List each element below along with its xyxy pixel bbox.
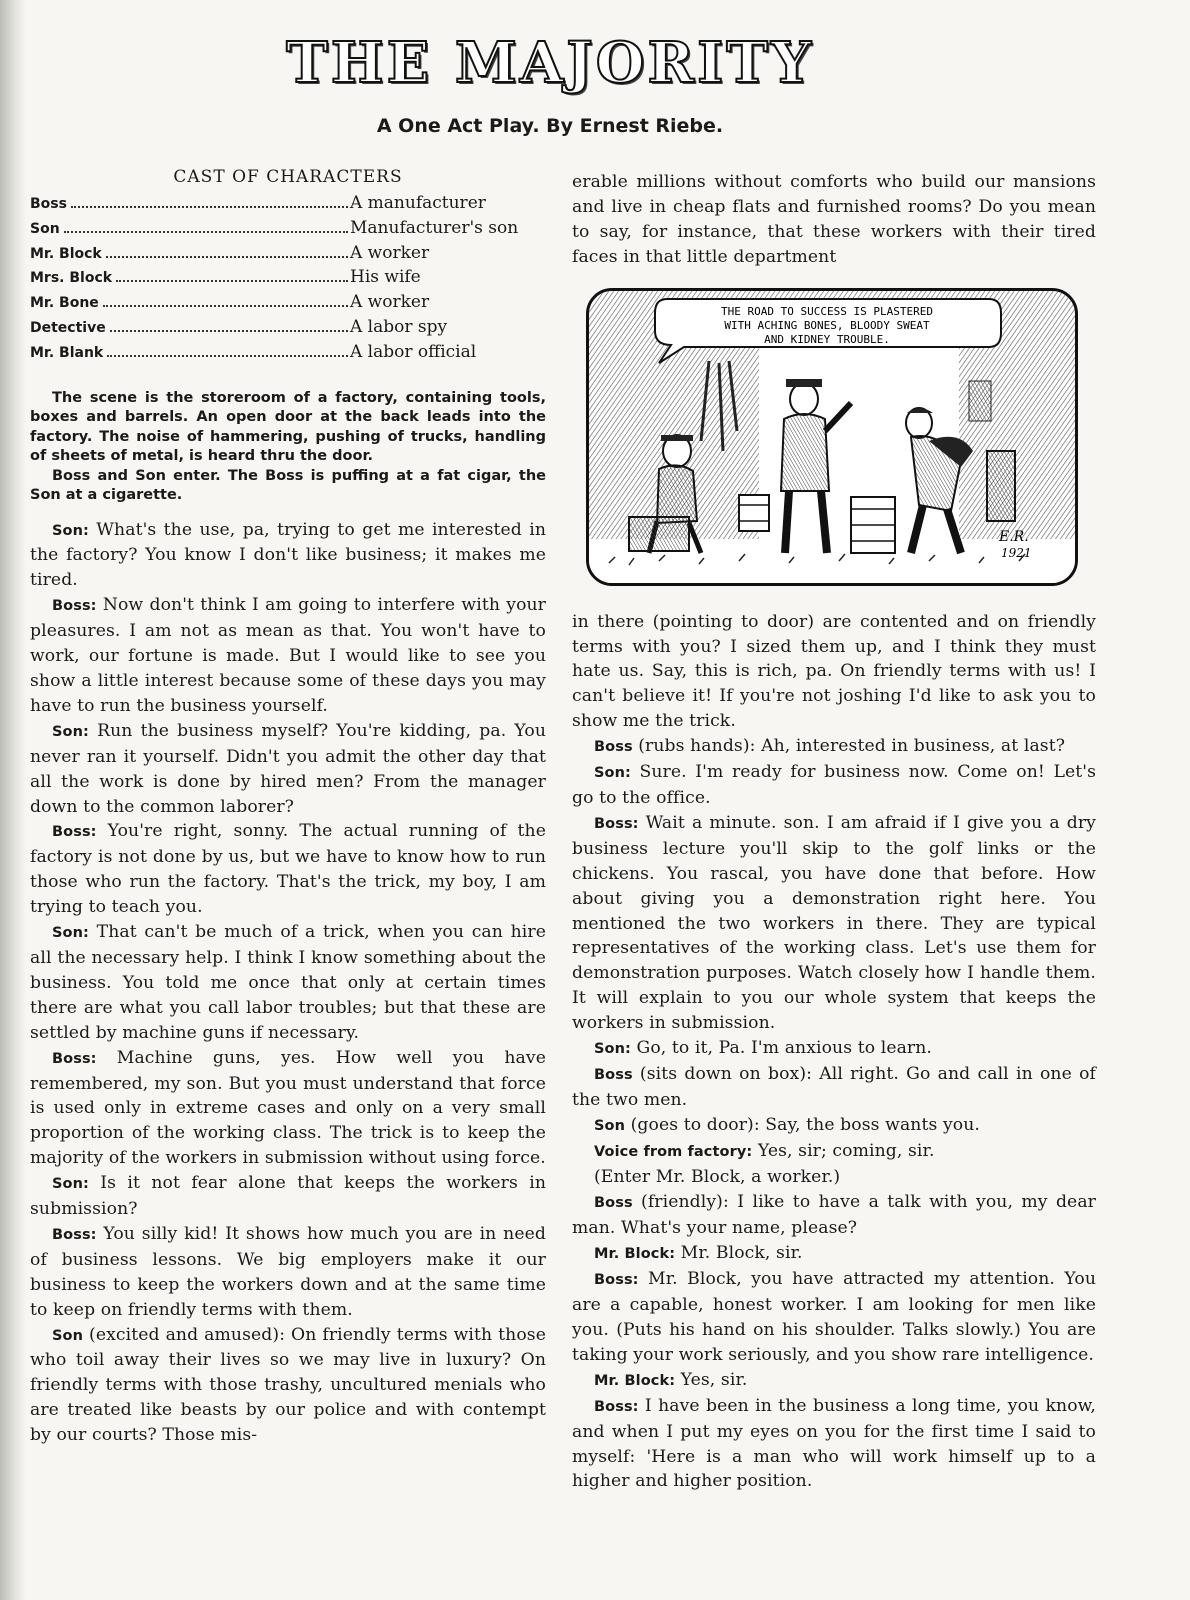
dialog-text: (friendly): I like to have a talk with you, my dear man. What's your name, please? [572,1192,1096,1239]
cast-name: Detective [30,319,106,336]
caption-line: WITH ACHING BONES, BLOODY SWEAT [724,318,930,332]
artist-signature: E.R. [999,528,1029,545]
cast-role: A manufacturer [350,193,486,213]
dialog-line [30,819,546,920]
speaker-label: Son: [594,765,631,782]
dialog-text: Now don't think I am going to interfere with your pleasures. I am not as mean as that. You won't have to work, our fortune is made. But I would like to see you show a little interest because some of these days you may have to run the business yourself. [30,595,546,716]
cast-role: A worker [350,292,430,313]
dialog-text: That can't be much of a trick, when you can hire all the necessary help. I think I know something about the business. You told me once that only at certain times there are what you call labor troubles; but that these are settled by machine guns if necessary. [30,922,546,1043]
barrel [739,495,769,531]
speaker-label: Boss [594,739,633,756]
dialog-line [572,1062,1096,1113]
cast-role: A labor official [350,341,477,362]
dialog-text: Machine guns, yes. How well you have remembered, my son. But you must understand that force is used only in extreme cases and only on a very small proportion of the working class. The trick is to keep the majority of the workers in submission without using force. [30,1047,546,1169]
dialog-text: What's the use, pa, trying to get me interested in the factory? You know I don't like business; it makes me tired. [30,519,546,591]
dialog-text: Mr. Block, you have attracted my attention. You are a capable, honest worker. I am looking for men like you. (Puts his hand on his shoulder. Talks slowly.) You are taking your work seriously, and you show rare intelligence. [572,1269,1096,1365]
dialog-line [572,760,1096,811]
cast-row [30,193,546,218]
cast-row [30,292,546,317]
dialog-line [30,920,546,1046]
speaker-label: Boss: [52,598,97,615]
hanging-tool-rack [969,381,991,421]
dot-leader [106,255,348,258]
dialog-line [572,1241,1096,1267]
right-dialog [572,734,1096,1494]
dialog-text: (rubs hands): Ah, interested in business, at last? [632,736,1066,757]
dialog-text: You silly kid! It shows how much you are in need of business lessons. We big employers make it our business to keep the workers down and at the same time to keep on friendly terms with them. [30,1223,546,1320]
barrel [987,451,1015,521]
speaker-label: Voice from factory: [594,1143,753,1160]
cast-row [30,218,546,243]
dot-leader [110,329,348,332]
speaker-label: Son: [52,522,89,539]
left-dialog [30,518,546,1449]
caption-line: THE ROAD TO SUCCESS IS PLASTERED [721,304,933,318]
stage-direction [572,1165,1096,1191]
dialog-line [30,518,546,594]
dialog-line [572,1036,1096,1062]
dialog-line [572,811,1096,1036]
cast-list [30,193,546,367]
dialog-line [572,1368,1096,1394]
dot-leader [116,279,348,282]
speaker-label: Boss: [52,1050,97,1067]
dialog-line [30,1171,546,1222]
cartoon-illustration [586,288,1078,586]
continued-text: erable millions without comforts who build our mansions and live in cheap flats and furnished rooms? Do you mean to say, for instance, that these workers with their tired faces in that little department [572,172,1096,267]
dialog-line [30,719,546,820]
left-column [30,167,546,1448]
artist-year: 1921 [1001,545,1032,560]
play-title: THE MAJORITY [286,30,814,96]
dialog-line [30,593,546,719]
dialog-text: You're right, sonny. The actual running of the factory is not done by us, but we have to know how to run those who run the factory. That's the trick, my boy, I am trying to teach you. [30,821,546,918]
cast-name: Mr. Block [30,245,102,262]
dialog-text: I have been in the business a long time, you know, and when I put my eyes on you for the first time I said to myself: 'Here is a man who will work himself up to a higher and higher position. [572,1395,1096,1492]
dot-leader [103,304,348,307]
page-edge-shadow [0,0,26,1600]
speaker-label: Son: [594,1041,631,1058]
speaker-label: Son [52,1327,84,1344]
dialog-text: (sits down on box): All right. Go and call in one of the two men. [572,1063,1096,1110]
dialog-line [572,1113,1096,1139]
speaker-label: Boss: [52,824,97,841]
speaker-label: Mr. Block: [594,1372,676,1389]
speaker-label: Son [594,1117,626,1134]
speaker-label: Son: [52,925,89,942]
dialog-text: (goes to door): Say, the boss wants you. [625,1114,980,1135]
speaker-label: Boss [594,1066,633,1083]
dialog-text: Wait a minute. son. I am afraid if I give you a dry business lecture you'll skip to the golf links or the chickens. You rascal, you have done that before. How about giving you a demonstration right here. You mentioned the two workers in there. They are typical representatives of the working class. Let's use them for demonstration purposes. Watch closely how I handle them. It will explain to you our whole system that keeps the workers in submission. [572,812,1096,1034]
dialog-text: Yes, sir. [675,1369,748,1390]
cast-role: A worker [350,242,430,263]
speaker-label: Son: [52,1176,89,1193]
right-column [572,170,1096,1494]
speaker-label: Boss [594,1195,633,1212]
dialog-line [572,734,1096,760]
dialog-text: Mr. Block, sir. [675,1243,803,1264]
dialog-text: Run the business myself? You're kidding, pa. You never ran it yourself. Didn't you admit the other day that all the work is done by hired men? From the manager down to the common laborer? [30,720,546,817]
cast-role: A labor spy [350,316,448,337]
dialog-text: Is it not fear alone that keeps the workers in submission? [30,1173,546,1220]
dot-leader [107,354,348,357]
cast-heading: CAST OF CHARACTERS [173,167,403,187]
barrel [851,497,895,553]
scene-description [30,389,546,506]
speaker-label: Boss: [594,1272,639,1289]
speaker-label: Mr. Block: [594,1246,676,1263]
dialog-text: Yes, sir; coming, sir. [752,1140,935,1161]
dialog-line [572,1139,1096,1165]
play-byline: A One Act Play. By Ernest Riebe. [376,115,724,137]
dot-leader [71,205,348,208]
dialog-line [572,1267,1096,1368]
cast-name: Mr. Blank [30,344,104,361]
dialog-line [572,1394,1096,1495]
caption-line: AND KIDNEY TROUBLE. [764,332,890,346]
continued-text: in there (pointing to door) are contented and on friendly terms with you? I sized them up, and I think they must hate us. Say, this is rich, pa. On friendly terms with us! I can't believe it! If you're not joshing I'd like to ask you to show me the trick. [572,611,1096,732]
dialog-text: Go, to it, Pa. I'm anxious to learn. [630,1038,932,1059]
speaker-label: Son: [52,723,89,740]
dialog-line [30,1046,546,1172]
dialog-line [572,1190,1096,1241]
cartoon-drawing [589,291,1075,583]
cast-row [30,342,546,367]
cast-name: Mr. Bone [30,295,99,312]
dot-leader [64,230,348,233]
dialog-line [30,1222,546,1323]
cast-row [30,243,546,268]
cast-name: Boss [30,196,67,212]
dialog-text: (Enter Mr. Block, a worker.) [594,1166,841,1187]
speaker-label: Boss: [52,1226,97,1243]
speaker-label: Boss: [594,815,639,832]
speaker-label: Boss: [594,1398,639,1415]
dialog-text: Sure. I'm ready for business now. Come on! Let's go to the office. [572,762,1096,808]
cast-role: His wife [350,267,421,288]
cast-name: Mrs. Block [30,270,113,287]
cast-name: Son [30,220,60,237]
cast-row [30,267,546,292]
cast-row [30,317,546,342]
scene-setting: The scene is the storeroom of a factory, containing tools, boxes and barrels. An open door at the back leads into the factory. The noise of hammering, pushing of trucks, handling of sheets of metal, is heard thru the door. [30,389,546,465]
cast-role: Manufacturer's son [350,217,519,238]
dialog-text: (excited and amused): On friendly terms with those who toil away their lives so we may live in luxury? On friendly terms with those trashy, uncultured menials who are treated like beasts by our police and with contempt by our courts? Those mis- [30,1324,546,1446]
dialog-line [30,1323,546,1449]
scene-entrance: Boss and Son enter. The Boss is puffing at a fat cigar, the Son at a cigarette. [30,467,546,504]
